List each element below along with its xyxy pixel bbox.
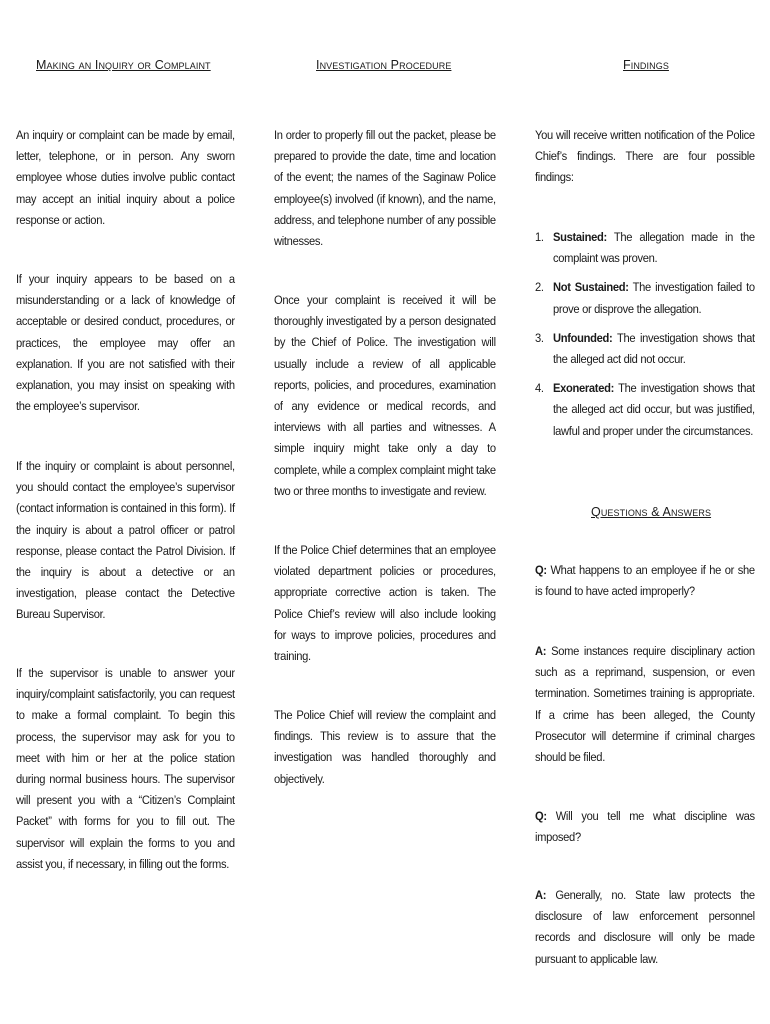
finding-number: 3. xyxy=(535,330,544,345)
finding-number: 1. xyxy=(535,230,544,244)
qa-text: Will you tell me what discipline was imposed? xyxy=(535,809,755,845)
finding-number: 4. xyxy=(535,381,544,396)
qa-answer xyxy=(535,641,755,768)
procedure-heading: Investigation Procedure xyxy=(316,58,452,72)
qa-question xyxy=(535,560,755,602)
inquiry-paragraph: If your inquiry appears to be based on a misunderstanding or a lack of knowledge of acceptable or desired conduct, procedures, or practices, the employee may offer an explanation. If you are not satisfied with their explanation, you may insist on speaking with the employee’s supervisor. xyxy=(16,272,235,414)
finding-term: Unfounded: xyxy=(553,330,613,345)
procedure-paragraph: Once your complaint is received it will be thoroughly investigated by a person designated by the Chief of Police. The investigation will usually include a review of all applicable reports, policies, and procedures, examination of any evidence or medical records, and interviews with all parties and witnesses. A simple inquiry might take only a day to complete, while a complex complaint might take two or three months to investigate and review. xyxy=(274,293,496,498)
finding-text: The allegation made in the complaint was proven. xyxy=(553,230,755,266)
qa-answer xyxy=(535,885,755,970)
findings-heading: Findings xyxy=(623,58,669,72)
finding-text: The investigation shows that the alleged act did occur, but was justified, lawful and proper under the circumstances. xyxy=(553,381,755,438)
finding-item xyxy=(535,277,755,319)
qa-question xyxy=(535,806,755,848)
procedure-paragraph: The Police Chief will review the complaint and findings. This review is to assure that the investigation was handled thoroughly and objectively. xyxy=(274,708,496,786)
findings-intro: You will receive written notification of the Police Chief’s findings. There are four possible findings: xyxy=(535,128,755,185)
finding-number: 2. xyxy=(535,280,544,295)
qa-text: What happens to an employee if he or she is found to have acted improperly? xyxy=(535,563,755,599)
findings-list xyxy=(535,227,755,450)
qa-label: Q: xyxy=(535,809,547,823)
inquiry-paragraph: If the supervisor is unable to answer your inquiry/complaint satisfactorily, you can request to make a formal complaint. To begin this process, the supervisor may ask for you to meet with him or her at the police station during normal business hours. The supervisor will present you with a “Citizen’s Complaint Packet” with forms for you to fill out. The supervisor will explain the forms to you and assist you, if necessary, in filling out the forms. xyxy=(16,666,235,871)
qa-label: A: xyxy=(535,644,547,658)
qa-label: A: xyxy=(535,888,547,902)
finding-item xyxy=(535,328,755,370)
qa-heading: Questions & Answers xyxy=(591,505,712,519)
qa-label: Q: xyxy=(535,563,547,577)
qa-text: Generally, no. State law protects the disclosure of law enforcement personnel records and disclosure will only be made pursuant to applicable law. xyxy=(535,888,755,966)
finding-term: Not Sustained: xyxy=(553,280,629,295)
procedure-paragraph: If the Police Chief determines that an employee violated department policies or procedures, appropriate corrective action is taken. The Police Chief’s review will also include looking for ways to improve policies, procedures and training. xyxy=(274,543,496,664)
finding-item xyxy=(535,378,755,442)
finding-text: The investigation shows that the alleged act did not occur. xyxy=(553,330,755,367)
qa-text: Some instances require disciplinary action such as a reprimand, suspension, or even termination. Sometimes training is appropriate. If a crime has been alleged, the County Prosecutor will determine if criminal charges should be filed. xyxy=(535,644,755,765)
inquiry-paragraph: An inquiry or complaint can be made by email, letter, telephone, or in person. Any sworn employee whose duties involve public contact may accept an initial inquiry about a police response or action. xyxy=(16,128,235,227)
finding-item xyxy=(535,227,755,269)
procedure-paragraph: In order to properly fill out the packet, please be prepared to provide the date, time and location of the event; the names of the Saginaw Police employee(s) involved (if known), and the name, address, and telephone number of any possible witnesses. xyxy=(274,128,496,249)
inquiry-paragraph: If the inquiry or complaint is about personnel, you should contact the employee’s supervisor (contact information is contained in this form). If the inquiry is about a patrol officer or patrol response, please contact the Patrol Division. If the inquiry is about a detective or an investigation, please contact the Detective Bureau Supervisor. xyxy=(16,459,235,622)
inquiry-heading: Making an Inquiry or Complaint xyxy=(36,58,211,72)
finding-text: The investigation failed to prove or disprove the allegation. xyxy=(553,280,755,316)
finding-term: Sustained: xyxy=(553,230,607,244)
finding-term: Exonerated: xyxy=(553,381,614,396)
